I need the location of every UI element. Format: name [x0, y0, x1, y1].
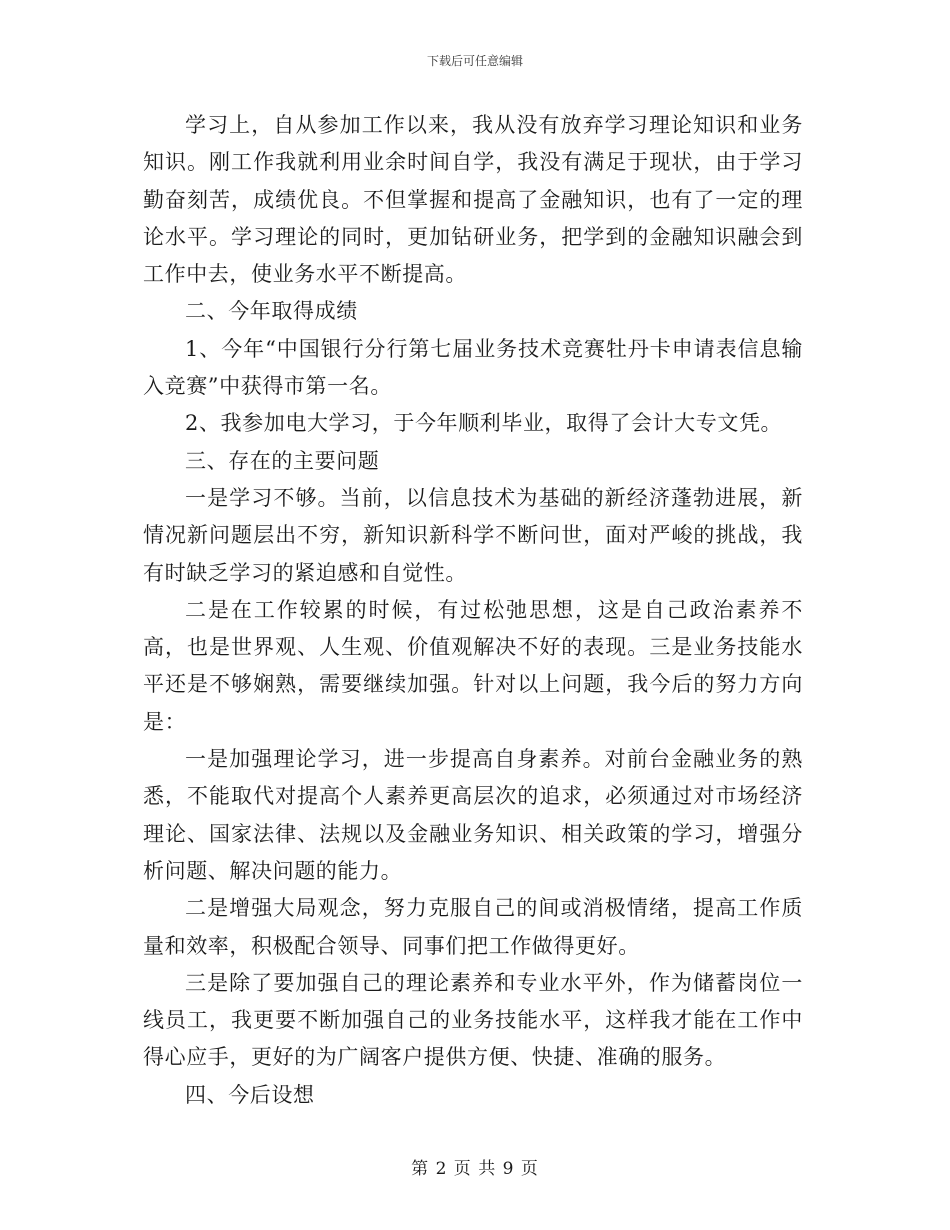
section-heading-problems: 三、存在的主要问题: [185, 448, 380, 473]
paragraph-direction-1: 一是加强理论学习，进一步提高自身素养。对前台金融业务的熟悉，不能取代对提高个人素养更高层次的追求，必须通过对市场经济理论、国家法律、法规以及金融业务知识、相关政策的学习，增强分析问题、解决问题的能力。: [143, 747, 803, 883]
document-body: [143, 107, 803, 1114]
paragraph-achievement-1: 1、今年“中国银行分行第七届业务技术竞赛牡丹卡申请表信息输入竞赛”中获得市第一名。: [143, 336, 803, 399]
paragraph-problem-2: 二是在工作较累的时候，有过松弛思想，这是自己政治素养不高，也是世界观、人生观、价值观解决不好的表现。三是业务技能水平还是不够娴熟，需要继续加强。针对以上问题，我今后的努力方向是：: [143, 597, 803, 734]
paragraph-achievement-2: 2、我参加电大学习，于今年顺利毕业，取得了会计大专文凭。: [185, 411, 783, 436]
paragraph-study: 学习上，自从参加工作以来，我从没有放弃学习理论知识和业务知识。刚工作我就利用业余时间自学，我没有满足于现状，由于学习勤奋刻苦，成绩优良。不但掌握和提高了金融知识，也有了一定的理论水平。学习理论的同时，更加钻研业务，把学到的金融知识融会到工作中去，使业务水平不断提高。: [143, 113, 803, 287]
section-heading-achievements: 二、今年取得成绩: [185, 299, 358, 324]
paragraph-problem-1: 一是学习不够。当前，以信息技术为基础的新经济蓬勃进展，新情况新问题层出不穷，新知识新科学不断问世，面对严峻的挑战，我有时缺乏学习的紧迫感和自觉性。: [143, 485, 803, 585]
paragraph-direction-3: 三是除了要加强自己的理论素养和专业水平外，作为储蓄岗位一线员工，我更要不断加强自己的业务技能水平，这样我才能在工作中得心应手，更好的为广阔客户提供方便、快捷、准确的服务。: [143, 970, 803, 1070]
page-number: 第 2 页 共 9 页: [411, 1159, 539, 1179]
paragraph-direction-2: 二是增强大局观念，努力克服自己的间或消极情绪，提高工作质量和效率，积极配合领导、同事们把工作做得更好。: [143, 896, 803, 958]
page-header-note: 下载后可任意编辑: [426, 54, 523, 68]
section-heading-plans: 四、今后设想: [185, 1082, 315, 1107]
